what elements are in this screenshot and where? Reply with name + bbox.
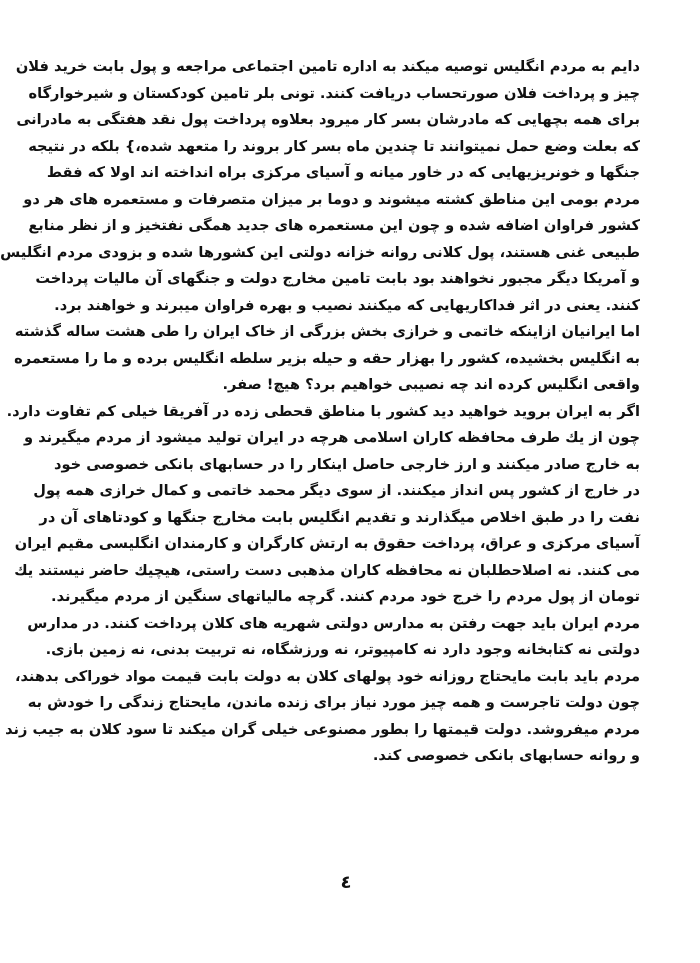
text-line: دایم به مردم انگلیس توصیه میکند به اداره تامین اجتماعی مراجعه و پول بابت خرید فلان [15, 58, 640, 75]
text-line: و روانه حسابهای بانکی خصوصی کند. [372, 747, 640, 764]
page-number: ٤ [340, 872, 352, 893]
text-line: به انگلیس بخشیده، کشور را بهزار حقه و حیله بزیر سلطه انگلیس برده و ما را مستعمره [14, 349, 640, 367]
text-line: اما ایرانیان ازاینکه خاتمی و خرازی بخش بزرگی از خاک ایران را طی هشت ساله گذشته [14, 323, 640, 340]
text-line: واقعی انگلیس کرده اند چه نصیبی خواهیم برد؟ هیچ! صفر. [222, 376, 640, 393]
text-line: و آمریکا دیگر مجبور نخواهند بود بابت تامین مخارج دولت و جنگهای آن مالیات پرداخت [35, 270, 640, 287]
body-text [0, 54, 640, 770]
text-line: می کنند. نه اصلاحطلبان نه محافظه کاران مذهبی دست راستی، هیچیك حاضر نیستند یك [14, 561, 640, 579]
text-line: برای همه بچهایی که مادرشان بسر کار میرود بعلاوه پرداخت پول نقد هفتگی به مادرانی [16, 111, 640, 128]
text-line: در خارج از کشور پس انداز میکنند. از سوی دیگر محمد خاتمی و کمال خرازی همه پول [33, 482, 640, 499]
text-line: دولتی نه کتابخانه وجود دارد نه کامپیوتر، نه ورزشگاه، نه تربیت بدنی، نه زمین بازی. [45, 641, 640, 658]
text-line: جنگها و خونریزیهایی که در خاور میانه و آسیای مرکزی براه انداخته اند اولا که فقط [46, 164, 640, 181]
text-line: مردم میفروشد. دولت قیمتها را بطور مصنوعی خیلی گران میکند تا سود کلان به جیب زند [5, 720, 640, 738]
text-line: مردم باید بابت مایحتاج روزانه خود پولهای کلان به دولت بابت قیمت مواد خوراکی بدهند، [14, 667, 640, 685]
text-line: چون از یك طرف محافظه کاران اسلامی هرچه در ایران تولید میشود از مردم میگیرند و [24, 429, 640, 446]
text-line: تومان از پول مردم را خرج خود مردم کنند. گرچه مالیاتهای سنگین از مردم میگیرند. [51, 588, 640, 605]
text-line: اگر به ایران بروید خواهید دید کشور با مناطق قحطی زده در آفریقا خیلی کم تفاوت دارد. [6, 402, 640, 420]
text-line: مردم ایران باید جهت رفتن به مدارس دولتی شهریه های کلان پرداخت کنند. در مدارس [27, 614, 640, 632]
text-line: به خارج صادر میکنند و ارز خارجی حاصل اینکار را در حسابهای بانکی خصوصی خود [53, 455, 640, 473]
text-line: آسیای مرکزی و عراق، پرداخت حقوق به ارتش کارگران و کارمندان انگلیسی مقیم ایران [14, 535, 640, 552]
text-line: چون دولت تاجرست و همه چیز مورد نیاز برای زنده ماندن، مایحتاج زندگی را خودش به [27, 694, 640, 711]
text-line: چیز و پرداخت فلان صورتحساب دریافت کنند. تونی بلر تامین کودکستان و شیرخوارگاه [28, 84, 640, 102]
text-line: کنند. یعنی در اثر فداکاریهایی که میکنند نصیب و بهره فراوان میبرند و خواهند برد. [54, 296, 640, 314]
text-line: که بعلت وضع حمل نمیتوانند تا چندین ماه بسر کار بروند را متعهد شده،} بلکه در نتیجه [28, 137, 640, 155]
text-line: مردم بومی این مناطق کشته میشوند و دوما بر میزان متصرفات و مستعمره های هر دو [23, 190, 640, 208]
text-line: کشور فراوان اضافه شده و چون این مستعمره های جدید همگی نفتخیز و از نظر منابع [28, 217, 640, 234]
text-line: نفت را در طبق اخلاص میگذارند و تقدیم انگلیس بابت مخارج جنگها و کودتاهای آن در [39, 508, 640, 526]
text-line: طبیعی غنی هستند، پول کلانی روانه خزانه دولتی این کشورها شده و بزودی مردم انگلیس [0, 243, 640, 261]
